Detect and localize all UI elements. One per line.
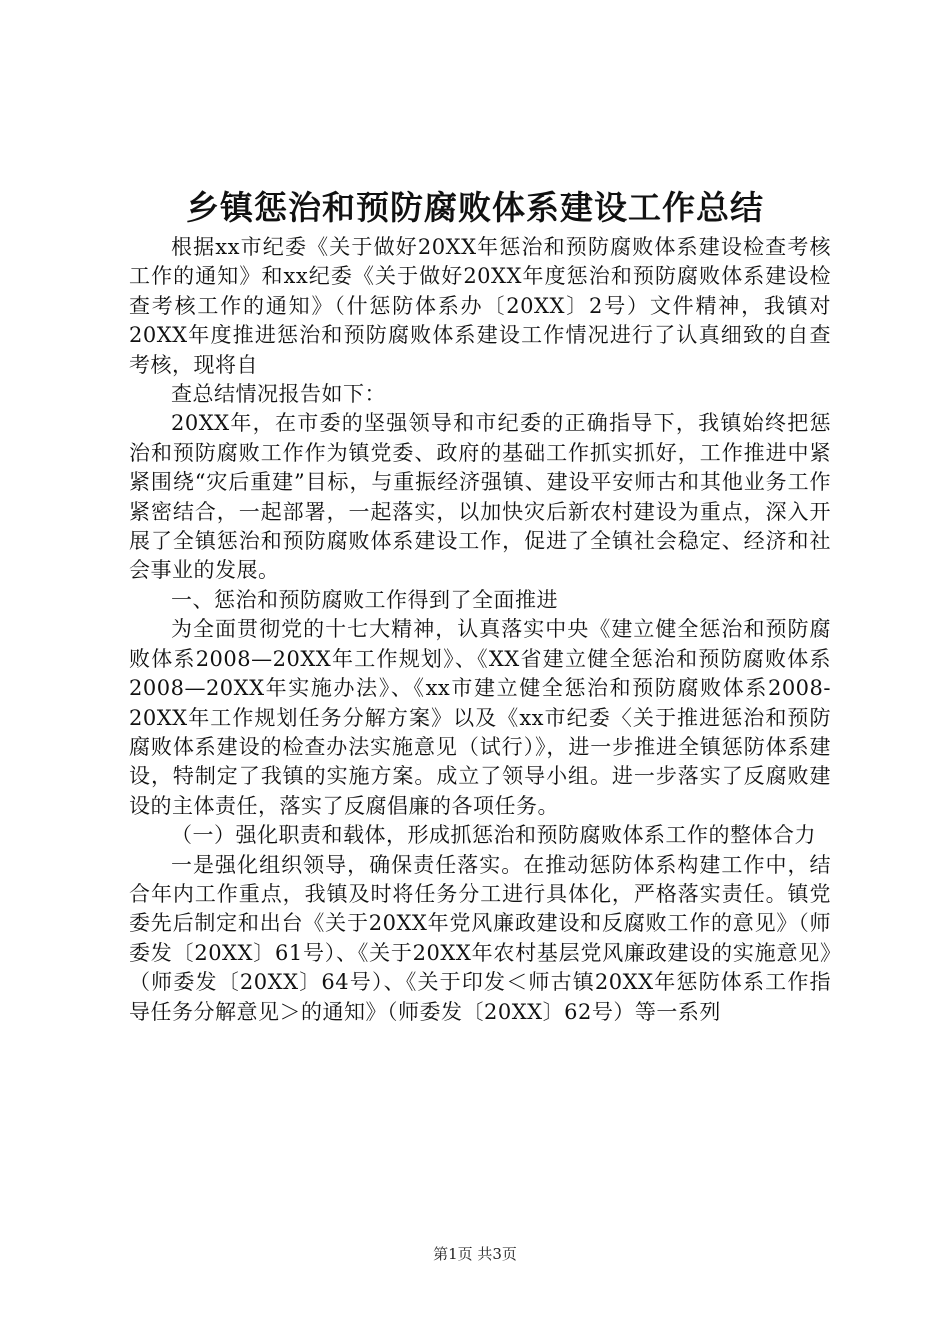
paragraph-intro: 根据xx市纪委《关于做好20XX年惩治和预防腐败体系建设检查考核工作的通知》和xx纪委《关于做好20XX年度惩治和预防腐败体系建设检查考核工作的通知》（什惩防体系办〔20XX〕2号）文件精神，我镇对20XX年度推进惩治和预防腐败体系建设工作情况进行了认真细致的自查考核，现将自 [129, 235, 831, 377]
paragraph-overview: 20XX年，在市委的坚强领导和市纪委的正确指导下，我镇始终把惩治和预防腐败工作作为镇党委、政府的基础工作抓实抓好，工作推进中紧紧围绕“灾后重建”目标，与重振经济强镇、建设平安师古和其他业务工作紧密结合，一起部署，一起落实，以加快灾后新农村建设为重点，深入开展了全镇惩治和预防腐败体系建设工作，促进了全镇社会稳定、经济和社会事业的发展。 [129, 411, 831, 583]
section-heading-1: 一、惩治和预防腐败工作得到了全面推进 [171, 587, 558, 612]
paragraph-section-1: 为全面贯彻党的十七大精神，认真落实中央《建立健全惩治和预防腐败体系2008—20XX年工作规划》、《XX省建立健全惩治和预防腐败体系2008—20XX年实施办法》、《xx市建立健全惩治和预防腐败体系2008-20XX年工作规划任务分解方案》以及《xx市纪委〈关于推进惩治和预防腐败体系建设的检查办法实施意见（试行）》，进一步推进全镇惩防体系建设，特制定了我镇的实施方案。成立了领导小组。进一步落实了反腐败建设的主体责任，落实了反腐倡廉的各项任务。 [129, 617, 831, 818]
document-body [129, 233, 831, 1027]
subsection-heading-1: （一）强化职责和载体，形成抓惩治和预防腐败体系工作的整体合力 [171, 823, 816, 848]
document-title: 乡镇惩治和预防腐败体系建设工作总结 [186, 188, 764, 227]
paragraph-subsection-1: 一是强化组织领导，确保责任落实。在推动惩防体系构建工作中，结合年内工作重点，我镇及时将任务分工进行具体化，严格落实责任。镇党委先后制定和出台《关于20XX年党风廉政建设和反腐败工作的意见》（师委发〔20XX〕61号）、《关于20XX年农村基层党风廉政建设的实施意见》（师委发〔20XX〕64号）、《关于印发＜师古镇20XX年惩防体系工作指导任务分解意见＞的通知》（师委发〔20XX〕62号）等一系列 [129, 852, 831, 1024]
paragraph-report-lead: 查总结情况报告如下： [171, 382, 386, 407]
page-footer: 第1页 共3页 [433, 1245, 517, 1263]
